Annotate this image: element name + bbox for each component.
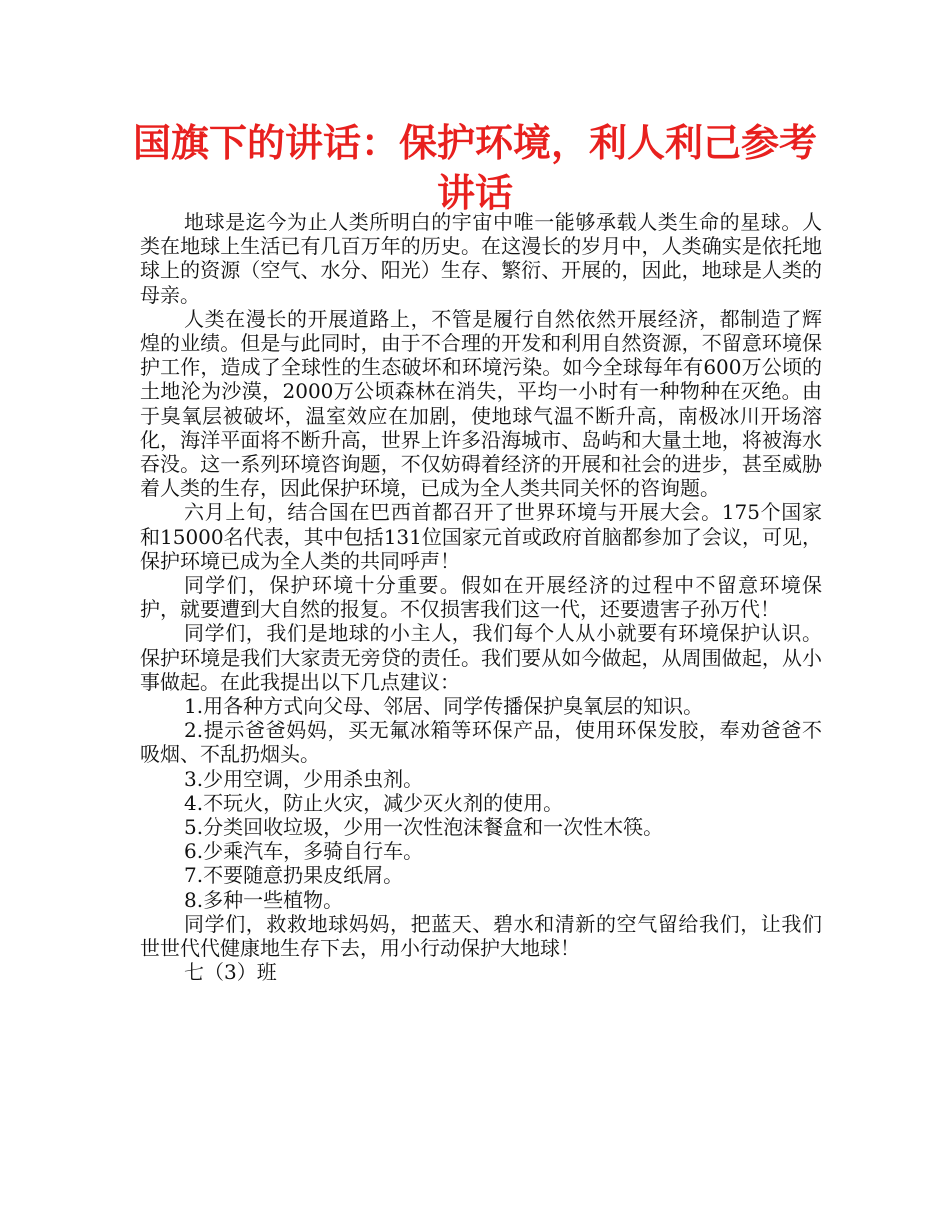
suggestion-item: 2.提示爸爸妈妈，买无氟冰箱等环保产品，使用环保发胶，奉劝爸爸不吸烟、不乱扔烟头。 — [140, 718, 822, 767]
class-signature: 七（3）班 — [184, 960, 277, 985]
paragraph-closing: 同学们，救救地球妈妈，把蓝天、碧水和清新的空气留给我们，让我们世世代代健康地生存下去，用小行动保护大地球！ — [140, 911, 822, 961]
suggestion-item: 8.多种一些植物。 — [184, 887, 344, 912]
suggestion-item: 6.少乘汽车，多骑自行车。 — [184, 839, 424, 864]
paragraph-call-to-action: 同学们，我们是地球的小主人，我们每个人从小就要有环境保护认识。保护环境是我们大家责无旁贷的责任。我们要从如今做起，从周围做起，从小事做起。在此我提出以下几点建议： — [140, 621, 822, 694]
paragraph-importance: 同学们，保护环境十分重要。假如在开展经济的过程中不留意环境保护，就要遭到大自然的报复。不仅损害我们这一代，还要遗害子孙万代！ — [140, 573, 822, 622]
suggestion-item: 7.不要随意扔果皮纸屑。 — [184, 863, 404, 888]
suggestion-item: 3.少用空调，少用杀虫剂。 — [184, 766, 424, 791]
paragraph-intro: 地球是迄今为止人类所明白的宇宙中唯一能够承载人类生命的星球。人类在地球上生活已有几百万年的历史。在这漫长的岁月中，人类确实是依托地球上的资源（空气、水分、阳光）生存、繁衍、开展的，因此，地球是人类的母亲。 — [140, 210, 822, 307]
suggestion-item: 4.不玩火，防止火灾，减少灭火剂的使用。 — [184, 790, 564, 815]
document-title: 国旗下的讲话：保护环境，利人利己参考讲话 — [132, 121, 817, 215]
paragraph-conference: 六月上旬，结合国在巴西首都召开了世界环境与开展大会。175个国家和15000名代表，其中包括131位国家元首或政府首脑都参加了会议，可见，保护环境已成为全人类的共同呼声！ — [140, 500, 822, 573]
document-body — [140, 210, 822, 985]
paragraph-problems: 人类在漫长的开展道路上，不管是履行自然依然开展经济，都制造了辉煌的业绩。但是与此同时，由于不合理的开发和利用自然资源，不留意环境保护工作，造成了全球性的生态破坏和环境污染。如今全球每年有600万公顷的土地沦为沙漠，2000万公顷森林在消失，平均一小时有一种物种在灭绝。由于臭氧层被破坏，温室效应在加剧，使地球气温不断升高，南极冰川开场溶化，海洋平面将不断升高，世界上许多沿海城市、岛屿和大量土地，将被海水吞没。这一系列环境咨询题，不仅妨碍着经济的开展和社会的进步，甚至威胁着人类的生存，因此保护环境，已成为全人类共同关怀的咨询题。 — [140, 306, 822, 501]
suggestion-item: 1.用各种方式向父母、邻居、同学传播保护臭氧层的知识。 — [184, 694, 704, 719]
suggestion-item: 5.分类回收垃圾，少用一次性泡沫餐盒和一次性木筷。 — [184, 815, 664, 840]
